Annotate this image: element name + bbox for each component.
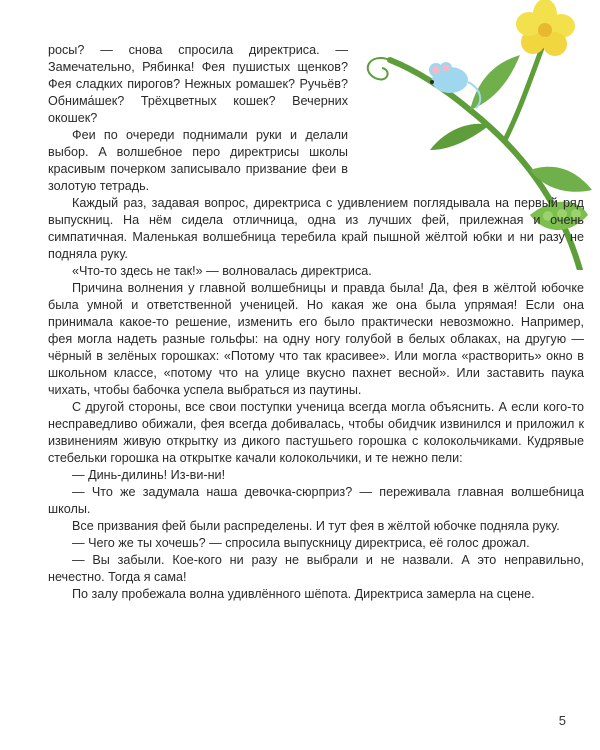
page-number: 5 [558, 713, 566, 728]
paragraph: — Что же задумала наша девочка-сюрприз? — переживала главная волшебница школы. [48, 485, 584, 516]
story-text [48, 42, 584, 603]
paragraph: «Что-то здесь не так!» — волновалась директриса. [72, 264, 372, 278]
text-beside-illustration [48, 42, 348, 195]
paragraph: Причина волнения у главной волшебницы и правда была! Да, фея в жёлтой юбочке была умной и ответственной ученицей. Но какая же она была упрямая! Если она принимала какое-то решение, изменить его было практически невозможно. Например, фея могла надеть разные гольфы: на одну ногу голубой в белых облаках, на другую — чёрный в зелёных горошках: «Потому что так красивее». Или могла «растворить» окно в школьном классе, «потому что на улице вкусно пахнет весной». Или заставить паука чихать, чтобы бабочка успела выбраться из паутины. [48, 281, 584, 397]
paragraph: — Динь-дилинь! Из-ви-ни! [72, 468, 226, 482]
paragraph: Все призвания фей были распределены. И тут фея в жёлтой юбочке подняла руку. [72, 519, 560, 533]
paragraph: — Вы забыли. Кое-кого ни разу не выбрали и не назвали. А это неправильно, нечестно. Тогда я сама! [48, 553, 584, 584]
paragraph: С другой стороны, все свои поступки ученица всегда могла объяснить. А если кого-то несправедливо обижали, фея всегда добивалась, чтобы обидчик извинился и приложил к извинениям живую открытку из дикого пастушьего горошка с колокольчиками. Кудрявые стебельки горошка на открытке качали колокольчики, и те нежно пели: [48, 400, 584, 465]
paragraph: По залу пробежала волна удивлённого шёпота. Директриса замерла на сцене. [72, 587, 535, 601]
paragraph: — Чего же ты хочешь? — спросила выпускницу директриса, её голос дрожал. [72, 536, 530, 550]
paragraph: росы? — снова спросила директриса. — Замечательно, Рябинка! Фея пушистых щенков? Фея сладких пирогов? Нежных ромашек? Ручьёв? Обнима́шек? Трёхцветных кошек? Вечерних окошек? [48, 43, 348, 125]
paragraph: Феи по очереди поднимали руки и делали выбор. А волшебное перо директрисы школы красивым почерком записывало призвание феи в золотую тетрадь. [48, 128, 348, 193]
paragraph: Каждый раз, задавая вопрос, директриса с удивлением поглядывала на первый ряд выпускниц. На нём сидела отличница, одна из лучших фей, прилежная и очень симпатичная. Маленькая волшебница теребила край пышной жёлтой юбки и ни разу не подняла руку. [48, 196, 584, 261]
